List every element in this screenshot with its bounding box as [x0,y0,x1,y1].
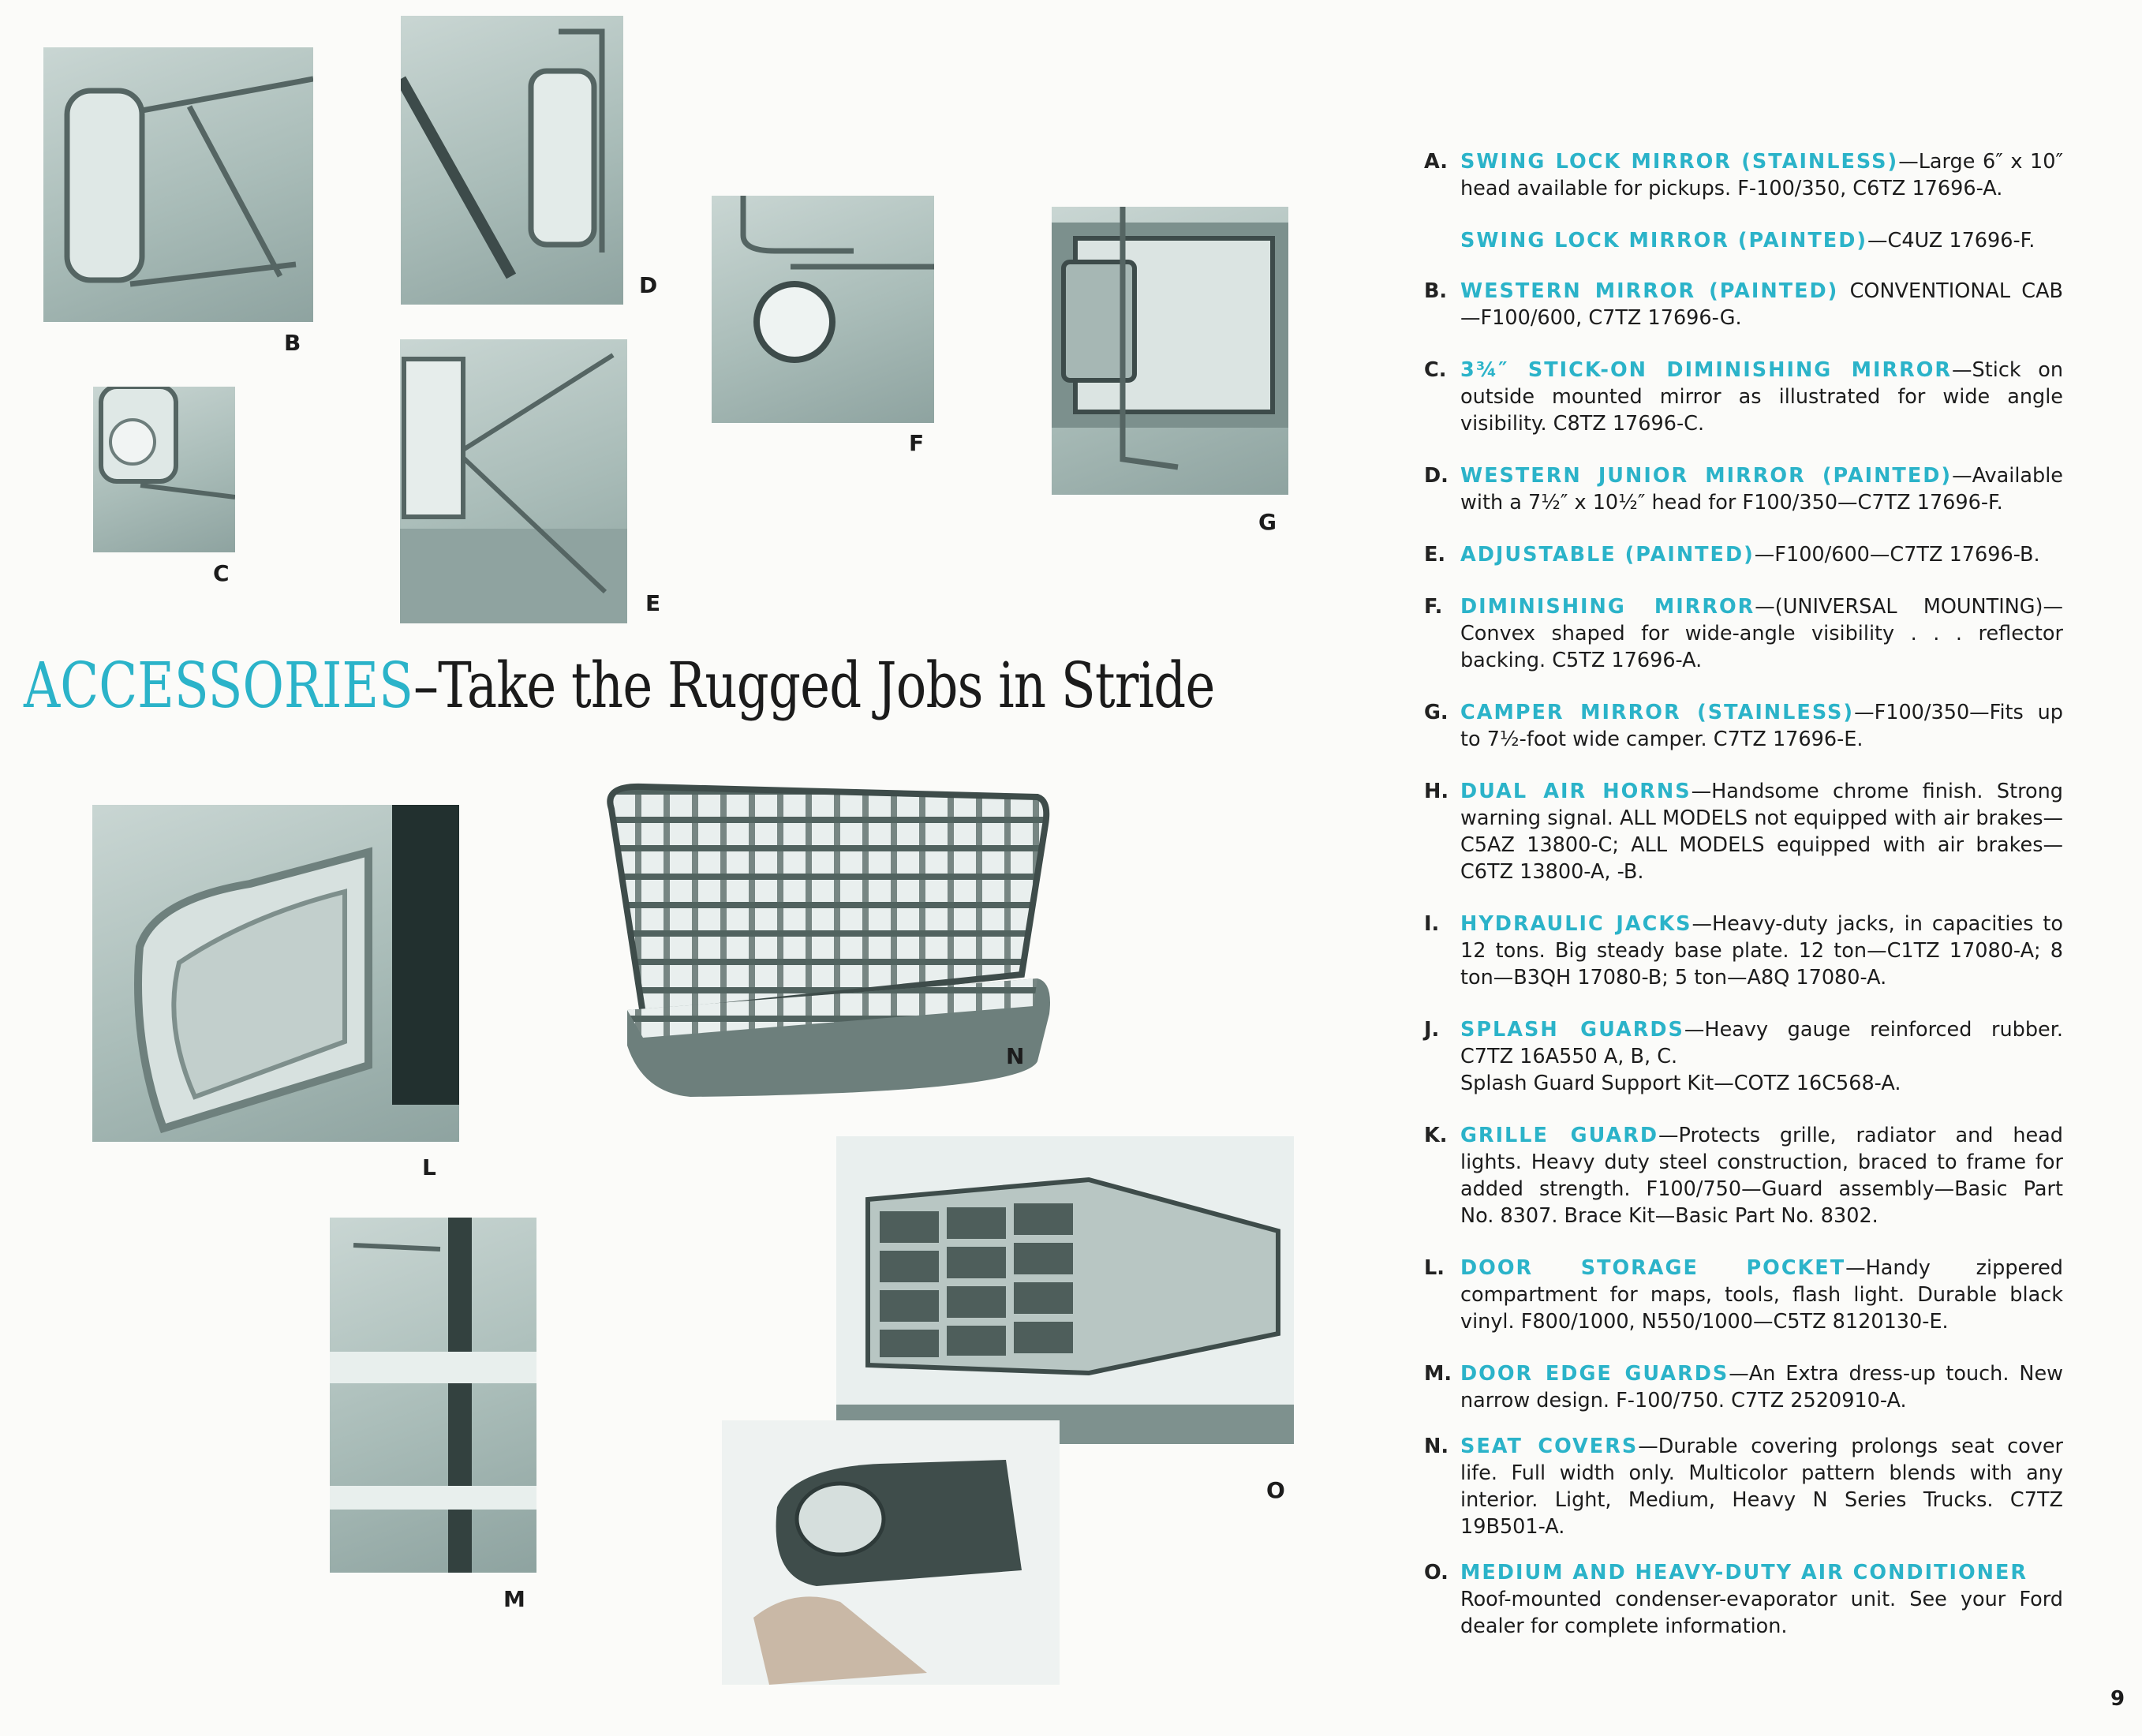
mirror-illustration [43,47,313,322]
item-letter: H. [1424,780,1449,803]
item-text: —Handy zippered compartment for maps, tools, flash light. Durable black vinyl. F800/1000, N550/1000—C5TZ 8120130-E. [1460,1256,2063,1334]
item-letter: E. [1424,543,1446,567]
list-item-k [1424,1122,2063,1229]
list-item-n [1424,1433,2063,1540]
headline-rest: –Take the Rugged Jobs in Stride [413,649,1215,722]
item-text: —C4UZ 17696-F. [1867,229,2035,253]
item-letter: M. [1424,1362,1452,1386]
photo-label-l: L [422,1154,436,1180]
list-item-b [1424,278,2063,331]
mirror-illustration [93,387,235,552]
item-name: CAMPER MIRROR (STAINLESS) [1460,701,1855,724]
item-letter: A. [1424,150,1448,174]
list-item-a-painted [1424,227,2063,254]
accessory-list [1424,148,2063,1640]
item-name: SWING LOCK MIRROR (STAINLESS) [1460,150,1899,174]
item-name: 3¾″ STICK-ON DIMINISHING MIRROR [1460,358,1953,382]
item-extra: Splash Guard Support Kit—COTZ 16C568-A. [1460,1072,1901,1095]
item-letter: B. [1424,279,1448,303]
item-letter: N. [1424,1435,1449,1458]
photo-label-g: G [1258,509,1277,535]
seat-illustration [596,777,1053,1101]
photo-label-f: F [909,430,925,456]
item-text: —Large 6″ x 10″ head available for pickups. F-100/350, C6TZ 17696-A. [1460,150,2064,200]
item-text: —Heavy-duty jacks, in capacities to 12 tons. Big steady base plate. 12 ton—C1TZ 17080-A; 8 ton—B3QH 17080-B; 5 ton—A8Q 17080-A. [1460,912,2063,990]
photo-label-e: E [645,590,661,616]
item-name: GRILLE GUARD [1460,1124,1659,1147]
item-name: SWING LOCK MIRROR (PAINTED) [1460,229,1868,253]
headline-accent: ACCESSORIES [24,649,413,722]
photo-label-n: N [1006,1043,1025,1069]
page-number: 9 [2110,1687,2125,1711]
list-item-g [1424,699,2063,753]
list-item-c [1424,357,2063,437]
item-name: WESTERN JUNIOR MIRROR (PAINTED) [1460,464,1953,488]
item-text: —F100/350—Fits up to 7½-foot wide camper. C7TZ 17696-E. [1460,701,2063,751]
item-extra: Roof-mounted condenser-evaporator unit. See your Ford dealer for complete information. [1460,1588,2063,1638]
item-letter: K. [1424,1124,1448,1147]
item-letter: J. [1424,1018,1440,1042]
item-letter: D. [1424,464,1449,488]
photo-stick-on-mirror-c [93,387,235,552]
door-edge-illustration [330,1218,536,1573]
item-name: SEAT COVERS [1460,1435,1639,1458]
list-item-d [1424,462,2063,516]
item-text: —Stick on outside mounted mirror as illustrated for wide angle visibility. C8TZ 17696-C. [1460,358,2063,436]
photo-door-edge-guards-m [330,1218,536,1573]
list-item-j [1424,1016,2063,1097]
item-letter: O. [1424,1561,1449,1584]
item-letter: C. [1424,358,1447,382]
photo-door-storage-pocket-l [92,805,459,1142]
item-text: —F100/600—C7TZ 17696-B. [1754,543,2040,567]
photo-air-conditioner-o [836,1136,1294,1444]
item-text: —Protects grille, radiator and head lights. Heavy duty steel construction, braced to frame for added strength. F100/750—Guard assembly—Basic Part No. 8307. Brace Kit—Basic Part No. 8302. [1460,1124,2063,1228]
item-letter: G. [1424,701,1449,724]
photo-adjustable-mirror-e [400,339,627,623]
item-name: SPLASH GUARDS [1460,1018,1684,1042]
item-name: MEDIUM AND HEAVY-DUTY AIR CONDITIONER [1460,1561,2028,1584]
item-name: DOOR EDGE GUARDS [1460,1362,1729,1386]
air-conditioner-illustration [836,1136,1294,1444]
mirror-illustration [1052,207,1288,495]
photo-seat-covers-n [596,777,1053,1101]
item-text: —Available with a 7½″ x 10½″ head for F100/350—C7TZ 17696-F. [1460,464,2063,514]
photo-western-mirror-b [43,47,313,322]
list-item-e [1424,541,2063,568]
list-item-o [1424,1559,2063,1640]
list-item-l [1424,1255,2063,1335]
mirror-illustration [400,339,627,623]
item-text: —Heavy gauge reinforced rubber. C7TZ 16A550 A, B, C. [1460,1018,2063,1068]
vent-illustration [722,1420,1060,1685]
item-text: —An Extra dress-up touch. New narrow design. F-100/750. C7TZ 2520910-A. [1460,1362,2063,1412]
photo-label-b: B [284,330,301,356]
item-text: —Handsome chrome finish. Strong warning signal. ALL MODELS not equipped with air brakes— C5AZ 13800-C; ALL MODELS equipped with air brakes— C6TZ 13800-A, -B. [1460,780,2063,884]
item-name: DUAL AIR HORNS [1460,780,1692,803]
photo-air-conditioner-interior-o [722,1420,1060,1685]
item-letter: I. [1424,912,1440,936]
item-name: WESTERN MIRROR (PAINTED) [1460,279,1839,303]
list-item-h [1424,778,2063,885]
photo-label-c: C [213,560,230,586]
page-headline [24,649,1215,722]
item-name: DOOR STORAGE POCKET [1460,1256,1846,1280]
photo-camper-mirror-g [1052,207,1288,495]
photo-label-m: M [503,1586,525,1612]
list-item-a [1424,148,2063,202]
photo-label-o: O [1266,1477,1285,1503]
photo-diminishing-mirror-f [712,196,934,423]
item-name: DIMINISHING MIRROR [1460,595,1755,619]
photo-label-d: D [639,272,658,298]
item-text: —Durable covering prolongs seat cover life. Full width only. Multicolor pattern blends with any interior. Light, Medium, Heavy N Series Trucks. C7TZ 19B501-A. [1460,1435,2063,1539]
item-text: —(UNIVERSAL MOUNTING)— Convex shaped for wide-angle visibility . . . reflector backing. C5TZ 17696-A. [1460,595,2064,672]
item-name: HYDRAULIC JACKS [1460,912,1692,936]
mirror-illustration [712,196,934,423]
item-letter: F. [1424,595,1443,619]
photo-western-junior-mirror-d [401,16,623,305]
list-item-m [1424,1360,2063,1414]
list-item-f [1424,593,2063,674]
item-letter: L. [1424,1256,1445,1280]
mirror-illustration [401,16,623,305]
list-item-i [1424,911,2063,991]
item-text: CONVENTIONAL CAB —F100/600, C7TZ 17696-G. [1460,279,2064,330]
door-pocket-illustration [92,805,459,1142]
item-name: ADJUSTABLE (PAINTED) [1460,543,1755,567]
